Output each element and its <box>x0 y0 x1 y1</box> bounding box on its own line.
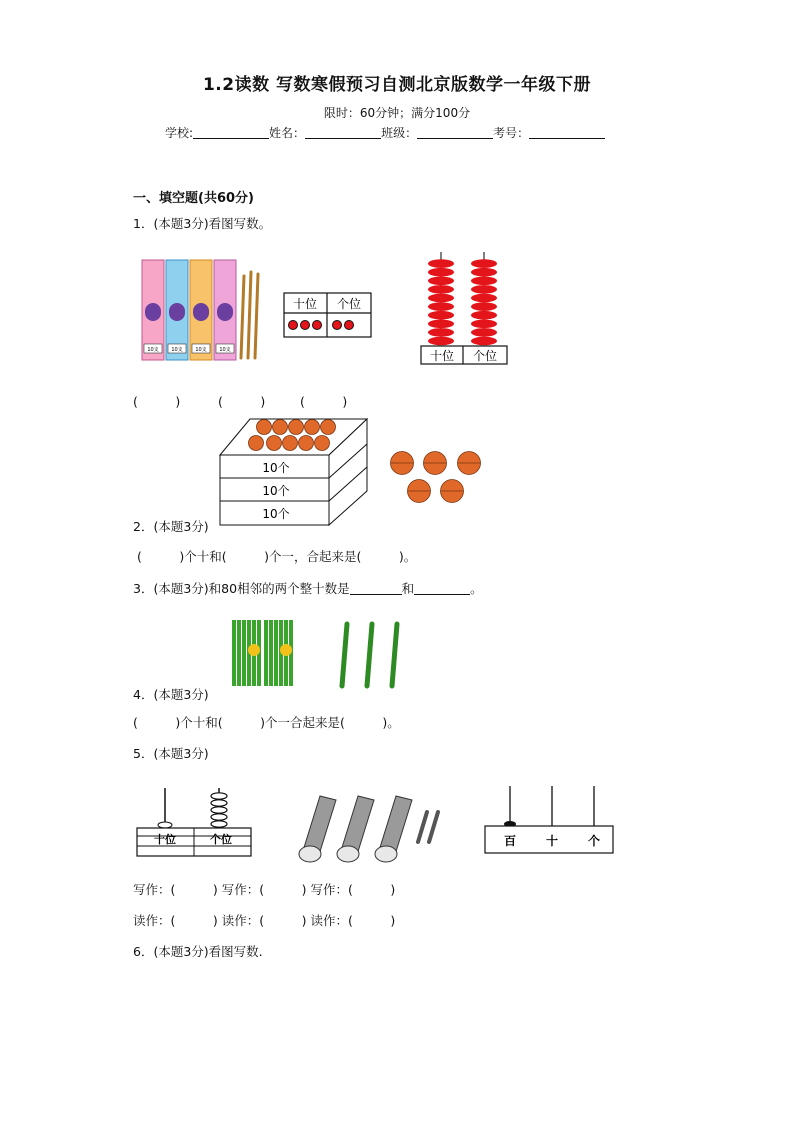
q3-blank-2[interactable] <box>414 582 470 595</box>
basketball-crate-stack <box>216 415 371 527</box>
abacus-ones-label: 个位 <box>210 833 232 846</box>
ones-rod-beads <box>471 259 497 345</box>
q3-and: 和 <box>401 581 415 596</box>
abacus-bead <box>428 285 454 294</box>
abacus-bead <box>471 328 497 337</box>
question-6-text: 6．(本题3分)看图写数. <box>133 944 263 959</box>
abacus-bead <box>471 259 497 268</box>
abacus-tens-label: 十位 <box>154 833 176 846</box>
basketball <box>283 436 298 451</box>
pencil-box-label: 10支 <box>147 347 159 353</box>
tens-dots <box>289 321 322 330</box>
crate-label: 10个 <box>262 461 290 475</box>
ones-rod-beads <box>211 793 227 827</box>
log-bundle-end <box>299 846 321 862</box>
abacus-bead <box>211 800 227 806</box>
abacus-bead <box>471 320 497 329</box>
abacus-bead <box>471 268 497 277</box>
basketball <box>315 436 330 451</box>
log-bundle-end <box>337 846 359 862</box>
log-bundle-end <box>375 846 397 862</box>
question-5-text: 5．(本题3分) <box>133 746 209 761</box>
abacus-bead <box>428 302 454 311</box>
q3-blank-1[interactable] <box>350 582 402 595</box>
red-dot <box>345 321 354 330</box>
ones-header: 个位 <box>336 297 362 311</box>
abacus-bead <box>471 311 497 320</box>
abacus-tens-label: 十位 <box>429 349 455 363</box>
pencil-box-label: 10支 <box>219 347 231 353</box>
abacus-bead <box>471 285 497 294</box>
abacus-bead <box>471 294 497 303</box>
tens-header: 十位 <box>292 297 318 311</box>
pencil-box-label: 10支 <box>171 347 183 353</box>
basketball <box>267 436 282 451</box>
red-dot <box>313 321 322 330</box>
abacus-bead <box>428 294 454 303</box>
exam-number-label: 考号： <box>493 126 530 140</box>
q1-answer-2[interactable]: ( ) <box>218 394 266 409</box>
name-label: 姓名： <box>269 126 306 140</box>
abacus-small <box>135 784 255 860</box>
abacus-bead <box>428 277 454 286</box>
red-dot <box>289 321 298 330</box>
tens-rod-beads <box>428 259 454 345</box>
abacus-ones-label: 个位 <box>472 349 498 363</box>
pencil-box-1 <box>142 260 164 360</box>
abacus-bead <box>428 320 454 329</box>
abacus-bead <box>428 337 454 346</box>
pencil-box-2 <box>166 260 188 360</box>
question-1-text: 1．(本题3分)看图写数。 <box>133 216 272 231</box>
abacus-bead <box>428 268 454 277</box>
crate-label: 10个 <box>262 507 290 521</box>
page-title: 1.2读数 写数寒假预习自测北京版数学一年级下册 <box>202 75 592 95</box>
class-blank[interactable] <box>417 126 493 139</box>
red-dot <box>333 321 342 330</box>
question-2-text: 2．(本题3分) <box>133 519 209 534</box>
abacus-bead <box>211 793 227 799</box>
abacus-bead <box>471 302 497 311</box>
name-blank[interactable] <box>305 126 381 139</box>
hundreds-label: 百 <box>503 834 517 848</box>
abacus-bead <box>428 328 454 337</box>
loose-gray-sticks <box>418 812 438 842</box>
bundle-bow <box>280 644 292 656</box>
basketball-group <box>391 452 481 503</box>
pencil-box-3 <box>190 260 212 360</box>
stick-bundles <box>234 620 292 686</box>
school-blank[interactable] <box>193 126 269 139</box>
abacus-bead <box>471 277 497 286</box>
q5-write-line[interactable]: 写作：( ) 写作：( ) 写作：( ) <box>133 882 396 897</box>
bundle-bow <box>248 644 260 656</box>
abacus-bead <box>211 807 227 813</box>
exam-number-blank[interactable] <box>529 126 605 139</box>
basketball <box>299 436 314 451</box>
ones-label: 个 <box>587 834 601 848</box>
abacus-bead <box>211 814 227 820</box>
q1-answer-3[interactable]: ( ) <box>300 394 348 409</box>
pencil-box-label: 10支 <box>195 347 207 353</box>
q5-read-line[interactable]: 读作：( ) 读作：( ) 读作：( ) <box>133 913 396 928</box>
abacus-bead <box>211 821 227 827</box>
stick-log-bundles <box>299 796 412 862</box>
wood-stick-bundles <box>290 790 450 864</box>
pencil-boxes-image <box>140 258 265 368</box>
basketball <box>321 420 336 435</box>
abacus-bead <box>428 259 454 268</box>
exam-subtitle: 限时：60分钟；满分100分 <box>323 106 471 120</box>
q1-answer-1[interactable]: ( ) <box>133 394 181 409</box>
stick-bundles-image <box>226 614 406 692</box>
red-dot <box>301 321 310 330</box>
section-title: 一、填空题(共60分) <box>133 191 254 206</box>
place-value-table <box>283 292 373 340</box>
school-label: 学校: <box>165 126 194 140</box>
pencil-box-4 <box>214 260 236 360</box>
q3-end: 。 <box>470 581 483 596</box>
tens-label: 十 <box>545 834 559 848</box>
crate-label: 10个 <box>262 484 290 498</box>
loose-pencils <box>241 272 258 358</box>
counter-frame <box>482 780 617 860</box>
question-3-text: 3．(本题3分)和80相邻的两个整十数是 <box>133 581 350 596</box>
abacus-bead <box>471 337 497 346</box>
loose-sticks <box>342 624 397 686</box>
q4-fill-line[interactable]: ( )个十和( )个一合起来是( )。 <box>133 715 400 730</box>
loose-basketballs <box>386 448 486 506</box>
student-info-line <box>165 124 605 141</box>
abacus-red-beads <box>418 250 510 368</box>
class-label: 班级： <box>381 126 418 140</box>
basketball <box>257 420 272 435</box>
question-3-line <box>133 579 483 597</box>
basketball <box>249 436 264 451</box>
abacus-bead <box>428 311 454 320</box>
basketball <box>305 420 320 435</box>
question-4-text: 4．(本题3分) <box>133 687 209 702</box>
basketball <box>273 420 288 435</box>
basketball <box>289 420 304 435</box>
q2-fill-line[interactable]: ( )个十和( )个一，合起来是( )。 <box>137 549 417 564</box>
